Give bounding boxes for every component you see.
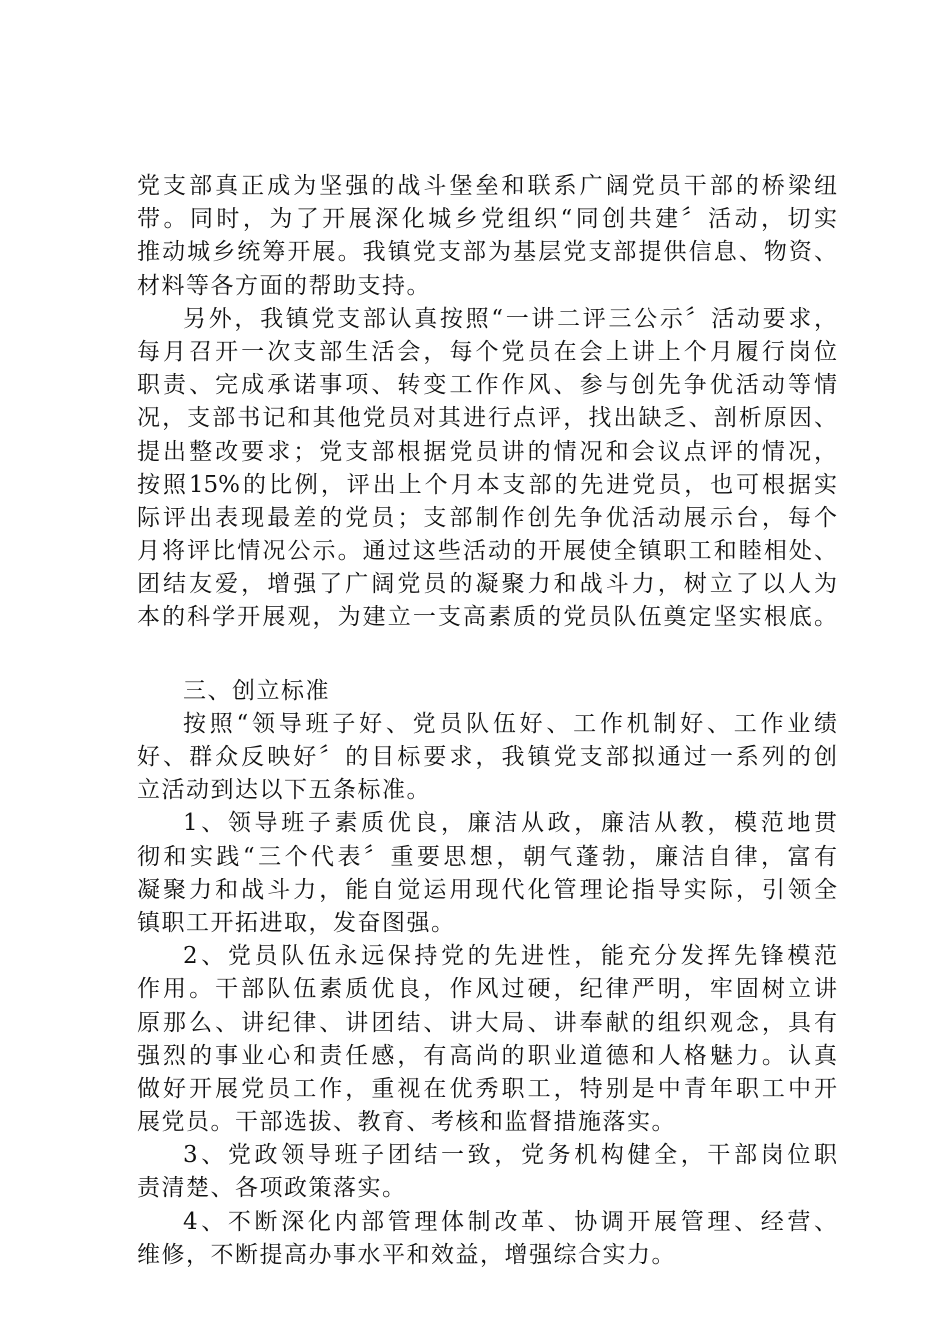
text-line: 彻和实践“三个代表〞重要思想，朝气蓬勃，廉洁自律，富有 [137,843,837,870]
text-line: 际评出表现最差的党员；支部制作创先争优活动展示台，每个 [137,504,837,531]
text-line: 推动城乡统筹开展。我镇党支部为基层党支部提供信息、物资、 [137,239,837,266]
text-line: 每月召开一次支部生活会，每个党员在会上讲上个月履行岗位 [137,338,837,365]
text-line: 强烈的事业心和责任感，有高尚的职业道德和人格魅力。认真 [137,1042,837,1069]
paragraph-target-requirements [137,708,837,808]
paragraph-one-talk-two-reviews [137,303,837,635]
text-line: 立活动到达以下五条标准。 [137,777,431,804]
text-line: 党支部真正成为坚强的战斗堡垒和联系广阔党员干部的桥梁纽 [137,173,837,199]
text-line: 责清楚、各项政策落实。 [137,1175,407,1202]
standard-item-4 [137,1206,837,1272]
text-line: 月将评比情况公示。通过这些活动的开展使全镇职工和睦相处、 [137,538,837,565]
paragraph-party-branch [137,170,837,303]
standard-item-3 [137,1139,837,1205]
text-line: 团结友爱，增强了广阔党员的凝聚力和战斗力，树立了以人为 [137,571,837,598]
text-line: 按照15%的比例，评出上个月本支部的先进党员，也可根据实 [137,471,837,498]
standard-item-1 [137,807,837,940]
text-line: 维修，不断提高办事水平和效益，增强综合实力。 [137,1241,676,1268]
text-line: 好、群众反映好〞的目标要求，我镇党支部拟通过一系列的创 [137,744,837,770]
standard-item-2 [137,940,837,1139]
text-line: 按照“领导班子好、党员队伍好、工作机制好、工作业绩 [183,710,837,737]
text-line: 展党员。干部选拔、教育、考核和监督措施落实。 [137,1109,676,1136]
section-heading [137,675,837,708]
text-line: 提出整改要求；党支部根据党员讲的情况和会议点评的情况， [137,438,837,465]
text-line: 做好开展党员工作，重视在优秀职工，特别是中青年职工中开 [137,1075,837,1102]
text-line: 职责、完成承诺事项、转变工作作风、参与创先争优活动等情 [137,372,837,399]
text-line: 4、不断深化内部管理体制改革、协调开展管理、经营、 [183,1208,837,1235]
text-line: 3、党政领导班子团结一致，党务机构健全，干部岗位职 [183,1142,837,1169]
text-line: 本的科学开展观，为建立一支高素质的党员队伍奠定坚实根底。 [137,604,837,631]
text-line: 凝聚力和战斗力，能自觉运用现代化管理论指导实际，引领全 [137,876,837,903]
text-line: 镇职工开拓进取，发奋图强。 [137,909,456,936]
document-body [137,170,837,1272]
text-line: 带。同时，为了开展深化城乡党组织“同创共建〞活动，切实 [137,206,837,233]
heading-text: 三、创立标准 [183,677,330,704]
text-line: 作用。干部队伍素质优良，作风过硬，纪律严明，牢固树立讲 [137,976,837,1003]
text-line: 另外，我镇党支部认真按照“一讲二评三公示〞活动要求， [183,305,837,332]
text-line: 况，支部书记和其他党员对其进行点评，找出缺乏、剖析原因、 [137,405,837,432]
text-line: 原那么、讲纪律、讲团结、讲大局、讲奉献的组织观念，具有 [137,1009,837,1036]
text-line: 材料等各方面的帮助支持。 [137,272,431,299]
text-line: 1、领导班子素质优良，廉洁从政，廉洁从教，模范地贯 [183,810,837,837]
text-line: 2、党员队伍永远保持党的先进性，能充分发挥先锋模范 [183,943,837,970]
